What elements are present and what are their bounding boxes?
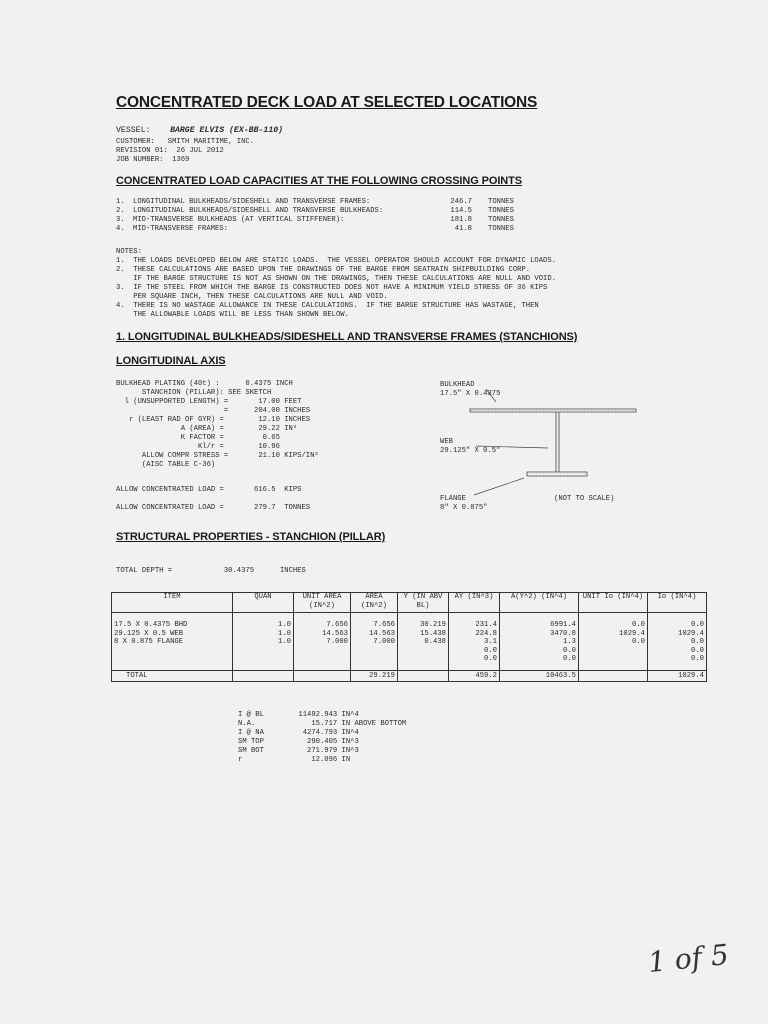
total-depth-unit: INCHES [279, 567, 306, 575]
column-header: Io (IN^4) [648, 593, 707, 613]
total-cell: 10463.5 [500, 670, 579, 681]
stanchion-calculation [116, 380, 319, 470]
total-depth-line [116, 567, 306, 576]
capacity-number: 3. [116, 216, 125, 224]
table-cell: 0.0 [579, 638, 648, 647]
column-header: Y (IN ABV BL) [398, 593, 449, 613]
note-line: 1. THE LOADS DEVELOPED BELOW ARE STATIC LOADS. THE VESSEL OPERATOR SHOULD ACCOUNT FOR DYNAMIC LOADS. [116, 257, 556, 265]
table-cell: 1.0 [233, 630, 294, 639]
table-cell: 1.0 [233, 638, 294, 647]
table-cell: 14.563 [351, 630, 398, 639]
capacity-value: 114.5 [450, 207, 472, 215]
table-cell: 0.0 [500, 655, 579, 664]
column-header: UNIT Io (IN^4) [579, 593, 648, 613]
structural-heading: STRUCTURAL PROPERTIES - STANCHION (PILLAR) [116, 531, 386, 543]
table-cell [233, 647, 294, 656]
total-cell: 459.2 [449, 670, 500, 681]
capacity-number: 2. [116, 207, 125, 215]
vessel-label: VESSEL: [116, 126, 151, 135]
page-number-handwritten: 1 of 5 [646, 937, 731, 980]
revision-line: REVISION 01: 26 JUL 2012 [116, 147, 224, 155]
web-label: WEB [440, 438, 453, 446]
capacity-value: 181.8 [450, 216, 472, 224]
table-cell: 1029.4 [579, 630, 648, 639]
bulkhead-dims: 17.5" X 0.4375 [440, 390, 501, 398]
table-cell: 0.0 [449, 655, 500, 664]
table-cell: 8 X 0.875 FLANGE [112, 638, 233, 647]
note-line: 4. THERE IS NO WASTAGE ALLOWANCE IN THESE CALCULATIONS. IF THE BARGE STRUCTURE HAS WASTAGE, THEN [116, 302, 539, 310]
capacity-label: LONGITUDINAL BULKHEADS/SIDESHELL AND TRANSVERSE BULKHEADS: [133, 207, 384, 215]
job-number-line: JOB NUMBER: 1369 [116, 156, 190, 164]
calc-line: ALLOW COMPR STRESS = 21.10 KIPS/IN² [116, 452, 319, 460]
table-cell: 6991.4 [500, 621, 579, 630]
table-total-row [112, 670, 707, 681]
table-cell [398, 655, 449, 664]
allow-load-kips: ALLOW CONCENTRATED LOAD = 616.5 KIPS [116, 486, 302, 494]
table-cell: 0.438 [398, 638, 449, 647]
table-row [112, 655, 707, 664]
result-line: r 12.096 IN [238, 756, 351, 764]
table-cell: 30.219 [398, 621, 449, 630]
page-title: CONCENTRATED DECK LOAD AT SELECTED LOCATIONS [116, 94, 538, 111]
table-cell: 0.0 [648, 621, 707, 630]
table-row [112, 647, 707, 656]
capacity-number: 1. [116, 198, 125, 206]
web-dims: 29.125" X 0.5" [440, 447, 501, 455]
table-cell: 0.0 [500, 647, 579, 656]
sketch-flange [527, 472, 587, 476]
sketch-bulkhead-plate [470, 409, 636, 412]
capacity-value: 41.8 [454, 225, 472, 233]
bulkhead-label: BULKHEAD [440, 381, 475, 389]
result-line: SM BOT 271.979 IN^3 [238, 747, 359, 755]
total-cell [233, 670, 294, 681]
capacity-value: 246.7 [450, 198, 472, 206]
table-cell: 17.5 X 0.4375 BHD [112, 621, 233, 630]
calc-line: BULKHEAD PLATING (40t) : 0.4375 INCH [116, 380, 293, 388]
table-cell: 3470.8 [500, 630, 579, 639]
result-line: I @ BL 11492.943 IN^4 [238, 711, 359, 719]
not-to-scale-note: (NOT TO SCALE) [554, 495, 615, 503]
capacity-unit: TONNES [488, 225, 514, 233]
total-cell: 1029.4 [648, 670, 707, 681]
table-cell: 29.125 X 0.5 WEB [112, 630, 233, 639]
note-line: IF THE BARGE STRUCTURE IS NOT AS SHOWN ON THE DRAWINGS, THEN THESE CALCULATIONS ARE NULL AND VOID. [116, 275, 556, 283]
note-line: 2. THESE CALCULATIONS ARE BASED UPON THE DRAWINGS OF THE BARGE FROM SEATRAIN SHIPBUILDING CORP. [116, 266, 531, 274]
table-cell [294, 655, 351, 664]
table-cell: 3.1 [449, 638, 500, 647]
table-cell [579, 647, 648, 656]
table-cell [112, 655, 233, 664]
table-cell [579, 655, 648, 664]
capacities-heading: CONCENTRATED LOAD CAPACITIES AT THE FOLLOWING CROSSING POINTS [116, 175, 522, 187]
notes-label: NOTES: [116, 248, 142, 256]
table-cell [112, 647, 233, 656]
capacity-unit: TONNES [488, 216, 514, 224]
calc-line: STANCHION (PILLAR): SEE SKETCH [116, 389, 272, 397]
total-cell [398, 670, 449, 681]
table-cell: 0.0 [648, 655, 707, 664]
total-depth-value: 30.4375 [223, 567, 255, 575]
table-cell: 224.8 [449, 630, 500, 639]
table-cell: 0.0 [579, 621, 648, 630]
table-cell [233, 655, 294, 664]
notes-list [116, 257, 556, 320]
calc-line: K FACTOR = 0.65 [116, 434, 280, 442]
section1-heading: 1. LONGITUDINAL BULKHEADS/SIDESHELL AND TRANSVERSE FRAMES (STANCHIONS) [116, 331, 578, 343]
note-line: THE ALLOWABLE LOADS WILL BE LESS THAN SHOWN BELOW. [116, 311, 349, 319]
table-cell [351, 655, 398, 664]
table-cell: 15.438 [398, 630, 449, 639]
table-cell: 7.000 [294, 638, 351, 647]
flange-dims: 8" X 0.875" [440, 504, 488, 512]
total-cell [579, 670, 648, 681]
table-cell: 7.656 [294, 621, 351, 630]
column-header: QUAN [233, 593, 294, 613]
column-header: UNIT AREA (IN^2) [294, 593, 351, 613]
vessel-line [116, 126, 283, 135]
flange-label: FLANGE [440, 495, 466, 503]
capacity-label: MID-TRANSVERSE BULKHEADS (AT VERTICAL STIFFENER): [133, 216, 345, 224]
total-cell: TOTAL [112, 670, 233, 681]
result-line: N.A. 15.717 IN ABOVE BOTTOM [238, 720, 407, 728]
table-row [112, 621, 707, 630]
table-cell: 1.0 [233, 621, 294, 630]
capacity-number: 4. [116, 225, 125, 233]
table-cell: 7.656 [351, 621, 398, 630]
table-row [112, 638, 707, 647]
longitudinal-axis-heading: LONGITUDINAL AXIS [116, 355, 226, 367]
total-depth-label: TOTAL DEPTH = [116, 567, 173, 575]
table-cell [398, 647, 449, 656]
column-header: AY (IN^3) [449, 593, 500, 613]
capacity-unit: TONNES [488, 207, 514, 215]
result-line: I @ NA 4274.793 IN^4 [238, 729, 359, 737]
table-cell: 0.0 [648, 647, 707, 656]
table-cell: 0.0 [648, 638, 707, 647]
calc-line: r (LEAST RAD OF GYR) = 12.10 INCHES [116, 416, 311, 424]
table-cell [351, 647, 398, 656]
table-cell: 0.0 [449, 647, 500, 656]
column-header: AREA (IN^2) [351, 593, 398, 613]
sketch-web [556, 412, 559, 472]
calc-line: (AISC TABLE C-36) [116, 461, 216, 469]
table-cell [294, 647, 351, 656]
table-cell: 1.3 [500, 638, 579, 647]
stanchion-sketch [430, 376, 650, 516]
note-line: PER SQUARE INCH, THEN THESE CALCULATIONS ARE NULL AND VOID. [116, 293, 388, 301]
table-cell: 1029.4 [648, 630, 707, 639]
customer-line: CUSTOMER: SMITH MARITIME, INC. [116, 138, 255, 146]
structural-properties-table [111, 592, 707, 682]
flange-leader-line [474, 478, 524, 495]
section-results [238, 711, 406, 765]
calc-line: Kl/r = 10.96 [116, 443, 280, 451]
column-header: ITEM [112, 593, 233, 613]
table-cell: 231.4 [449, 621, 500, 630]
table-spacer-row [112, 613, 707, 622]
result-line: SM TOP 290.405 IN^3 [238, 738, 359, 746]
note-line: 3. IF THE STEEL FROM WHICH THE BARGE IS CONSTRUCTED DOES NOT HAVE A MINIMUM YIELD STRESS OF 36 KIPS [116, 284, 548, 292]
table-row [112, 630, 707, 639]
table-cell: 7.000 [351, 638, 398, 647]
calc-line: = 204.00 INCHES [116, 407, 311, 415]
capacity-label: MID-TRANSVERSE FRAMES: [133, 225, 228, 233]
total-cell [294, 670, 351, 681]
calc-line: A (AREA) = 29.22 IN² [116, 425, 298, 433]
column-header: A(Y^2) (IN^4) [500, 593, 579, 613]
vessel-name: BARGE ELVIS (EX-BB-110) [170, 126, 284, 135]
table-cell: 14.563 [294, 630, 351, 639]
allow-load-tonnes: ALLOW CONCENTRATED LOAD = 279.7 TONNES [116, 504, 311, 512]
capacity-unit: TONNES [488, 198, 514, 206]
calc-line: l (UNSUPPORTED LENGTH) = 17.00 FEET [116, 398, 302, 406]
capacity-label: LONGITUDINAL BULKHEADS/SIDESHELL AND TRANSVERSE FRAMES: [133, 198, 371, 206]
total-cell: 29.219 [351, 670, 398, 681]
